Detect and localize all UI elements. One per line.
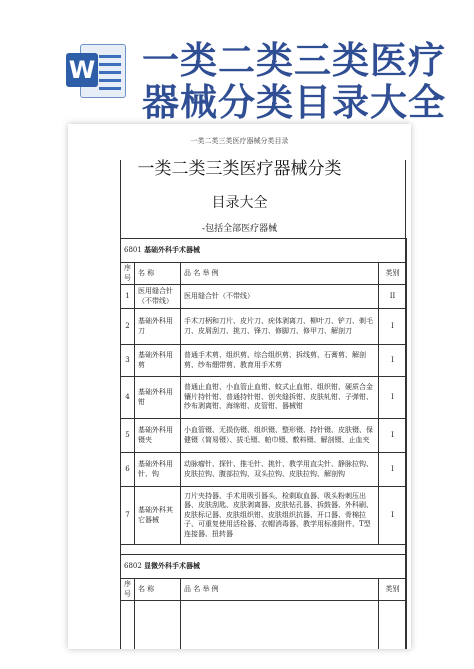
row-name: 基础外科用镊夹 [135, 419, 181, 453]
row-class: I [379, 309, 407, 345]
col-header-class: 类别 [379, 263, 407, 285]
table-row [121, 309, 407, 345]
document-page [68, 124, 411, 649]
col-header-name: 名 称 [135, 579, 181, 601]
row-examples: 手术刀柄和刀片、皮片刀、疣体剥离刀、柳叶刀、铲刀、剃毛刀、皮屑刮刀、挑刀、锋刀、修脚刀、修甲刀、解剖刀 [181, 309, 379, 345]
row-examples: 小血管镊、无损伤镊、组织镊、整形镊、持针镊、皮肤镊、保健镊（简易镊）、拔毛镊、帕巾镊、敷料镊、解剖镊、止血夹 [181, 419, 379, 453]
header-banner [0, 0, 474, 124]
row-name: 基础外科其它器械 [135, 487, 181, 545]
row-class: II [379, 285, 407, 309]
row-name: 医用缝合针（不带线） [135, 285, 181, 309]
section-title: 6801 基础外科手术器械 [121, 239, 407, 263]
row-examples: 普通止血钳、小血管止血钳、蚊式止血钳、组织钳、硬质合金镶片持针钳、普通持针钳、创夹缝拆钳、皮肤轧钳、子弹钳、纱布剥离钳、海绵钳、皮管钳、器械钳 [181, 377, 379, 419]
document-note: -包括全部医疗器械 [201, 224, 278, 234]
table-row [121, 377, 407, 419]
col-header-name: 名 称 [135, 263, 181, 285]
row-no: 5 [121, 419, 135, 453]
section-header-row [121, 555, 407, 579]
table-row [121, 345, 407, 377]
col-header-no: 序号 [121, 579, 135, 601]
row-class: I [379, 453, 407, 487]
row-no: 4 [121, 377, 135, 419]
row-class: I [379, 419, 407, 453]
row-no: 6 [121, 453, 135, 487]
row-name: 基础外科用刀 [135, 309, 181, 345]
col-header-examples: 品 名 举 例 [181, 579, 379, 601]
document-subtitle: 目录大全 [211, 195, 268, 211]
row-name: 基础外科用针、钩 [135, 453, 181, 487]
table-row [121, 453, 407, 487]
column-header-row [121, 579, 407, 601]
word-document-icon [66, 40, 126, 100]
table-row [121, 285, 407, 309]
row-examples: 普通手术剪、组织剪、综合组织剪、拆线剪、石膏剪、解剖剪、纱布绷带剪、教育用手术剪 [181, 345, 379, 377]
word-icon-badge: W [66, 53, 98, 87]
document-title: 一类二类三类医疗器械分类 [137, 159, 342, 179]
row-class: I [379, 377, 407, 419]
row-no: 1 [121, 285, 135, 309]
banner-title-line-2: 器械分类目录大全 [142, 81, 446, 124]
table-row [121, 419, 407, 453]
col-header-class: 类别 [379, 579, 407, 601]
section-header-row [121, 239, 407, 263]
col-header-no: 序号 [121, 263, 135, 285]
row-examples: 动脉瘤针、探针、推毛针、挑针、教学用直尖针、静脉拉钩、皮肤拉钩、腹部拉钩、双头拉钩、皮肤拉钩、解剖钩 [181, 453, 379, 487]
banner-title-line-1: 一类二类三类医疗 [142, 39, 446, 82]
row-examples: 医用缝合针（不带线） [181, 285, 379, 309]
section-title: 6802 显微外科手术器械 [121, 555, 407, 579]
table-row-empty [121, 601, 407, 650]
row-no: 2 [121, 309, 135, 345]
column-header-row [121, 263, 407, 285]
row-name: 基础外科用钳 [135, 377, 181, 419]
row-class: I [379, 345, 407, 377]
row-class: I [379, 487, 407, 545]
row-no: 7 [121, 487, 135, 545]
row-no: 3 [121, 345, 135, 377]
running-head: 一类二类三类医疗器械分类目录 [190, 137, 289, 145]
row-name: 基础外科用剪 [135, 345, 181, 377]
catalog-table [120, 238, 407, 649]
section-gap [121, 545, 407, 555]
col-header-examples: 品 名 举 例 [181, 263, 379, 285]
row-examples: 刀片夹持器、手术用吸引器头、检剩取血器、吸头粉刺压出器、皮肤刮匙、皮肤剥离器、皮肤钻孔器、拆鼓器、外科刷、皮肤标记器、皮肤组织钳、皮肤组织抗器、开口器、骨棉拉子、可重复使用活检器、衣帽消毒器、教学用标准附件、T型连接器、扭转器 [181, 487, 379, 545]
table-row [121, 487, 407, 545]
